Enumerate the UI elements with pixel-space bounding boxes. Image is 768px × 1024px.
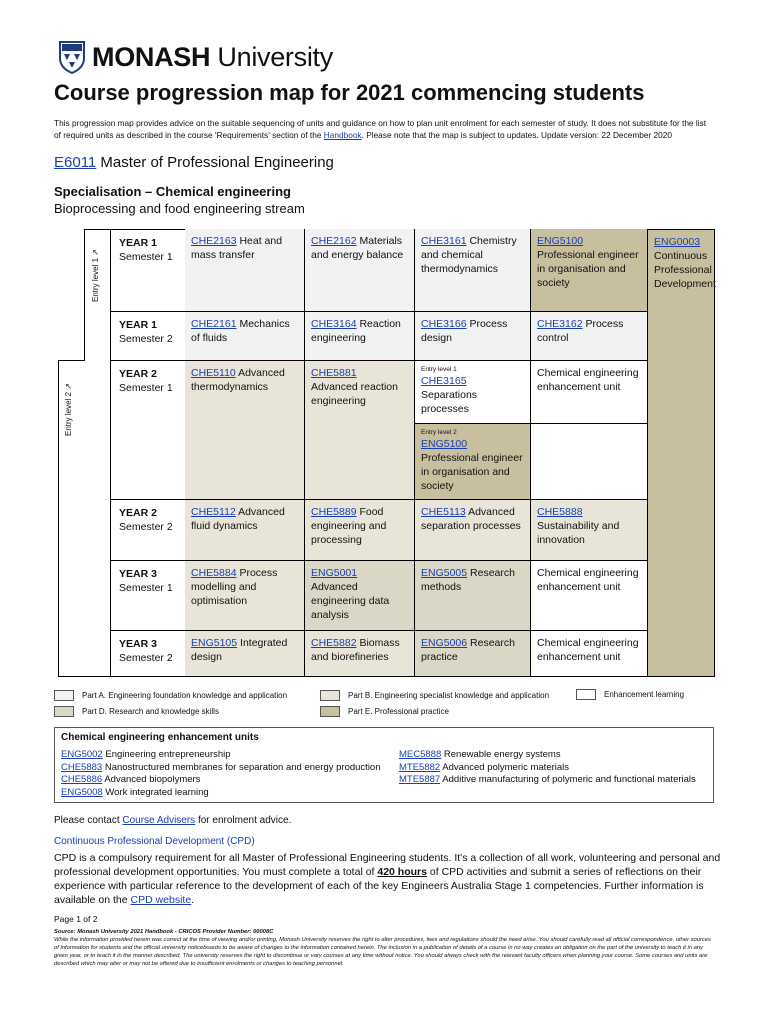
legend-part-a: Part A. Engineering foundation knowledge and application — [54, 690, 287, 701]
legend-part-e: Part E. Professional practice — [320, 706, 449, 717]
unit-code-link[interactable]: CHE2162 — [311, 235, 357, 247]
unit-code-link[interactable]: CHE2161 — [191, 318, 237, 330]
list-item: ENG5002 Engineering entrepreneurship — [61, 749, 231, 760]
list-item: MTE5887 Additive manufacturing of polymeric and functional materials — [399, 774, 696, 785]
unit-code-link[interactable]: CHE2163 — [191, 235, 237, 247]
list-item: CHE5883 Nanostructured membranes for separation and energy production — [61, 761, 381, 773]
unit-cell: Entry level 2 ENG5100 Professional engineer in organisation and society — [415, 424, 531, 500]
unit-code-link[interactable]: ENG5105 — [191, 637, 238, 649]
unit-code-link[interactable]: ENG5100 — [537, 235, 584, 247]
unit-cell: CHE2161 Mechanics of fluids — [185, 312, 305, 361]
unit-code-link[interactable]: ENG5006 — [421, 637, 468, 649]
list-item: ENG5008 Work integrated learning — [61, 786, 209, 798]
unit-code-link[interactable]: CHE5881 — [311, 367, 357, 379]
unit-code-link[interactable]: CHE5113 — [421, 506, 466, 518]
unit-cell: CHE5110 Advanced thermodynamics — [185, 361, 305, 500]
unit-code-link[interactable]: ENG0003 — [654, 236, 701, 248]
unit-code-link[interactable]: MEC5888 — [399, 749, 442, 760]
unit-code-link[interactable]: ENG5001 — [311, 567, 358, 579]
row-label: YEAR 1 Semester 1 — [119, 237, 173, 263]
unit-code-link[interactable]: CHE3164 — [311, 318, 357, 330]
unit-code-link[interactable]: ENG5002 — [61, 749, 103, 760]
row-label: YEAR 2 Semester 2 — [119, 507, 173, 533]
unit-cell-empty — [531, 424, 648, 500]
contact-text: Please contact Course Advisers for enrolment advice. — [54, 815, 292, 826]
intro-text: This progression map provides advice on the suitable sequencing of units and guidance on how to plan unit enrolment for each semester of study. It does not substitute for the list of required units as described in the course 'Requirements' section of the Handbook. Please note that the map is subject to updates. Update version: 22 December 2020 — [54, 118, 706, 140]
unit-cell: CHE3161 Chemistry and chemical thermodynamics — [415, 229, 531, 312]
unit-cell: CHE5882 Biomass and biorefineries — [305, 631, 415, 677]
unit-code-link[interactable]: CHE5886 — [61, 774, 103, 785]
unit-code-link[interactable]: CHE5882 — [311, 637, 357, 649]
unit-cell: CHE3166 Process design — [415, 312, 531, 361]
legend-part-d: Part D. Research and knowledge skills — [54, 706, 219, 717]
unit-cell: ENG5001 Advanced engineering data analysis — [305, 561, 415, 631]
unit-code-link[interactable]: CHE5112 — [191, 506, 236, 518]
row-label: YEAR 3 Semester 1 — [119, 568, 173, 594]
course-heading: E6011 Master of Professional Engineering — [54, 154, 334, 171]
unit-code-link[interactable]: CHE3161 — [421, 235, 467, 247]
unit-cell: Chemical engineering enhancement unit — [531, 631, 648, 677]
unit-cell: Chemical engineering enhancement unit — [531, 361, 648, 424]
unit-cell: CHE5881 Advanced reaction engineering — [305, 361, 415, 500]
unit-cell: ENG5005 Research methods — [415, 561, 531, 631]
row-label: YEAR 1 Semester 2 — [119, 319, 173, 345]
row-label: YEAR 2 Semester 1 — [119, 368, 173, 394]
entry-level-2-label: Entry level 2 ↗ — [64, 383, 73, 436]
unit-cell: CHE3164 Reaction engineering — [305, 312, 415, 361]
unit-code-link[interactable]: ENG5100 — [421, 438, 468, 450]
handbook-link[interactable]: Handbook — [323, 130, 362, 140]
unit-cell: CHE5889 Food engineering and processing — [305, 500, 415, 561]
unit-code-link[interactable]: CHE5888 — [537, 506, 583, 518]
unit-code-link[interactable]: MTE5882 — [399, 761, 441, 773]
enhancement-units-box — [54, 727, 714, 803]
unit-cell: Chemical engineering enhancement unit — [531, 561, 648, 631]
cpd-website-link[interactable]: CPD website — [130, 894, 192, 906]
unit-cell: CHE5112 Advanced fluid dynamics — [185, 500, 305, 561]
page-title: Course progression map for 2021 commencing students — [54, 80, 645, 105]
unit-code-link[interactable]: ENG5008 — [61, 786, 103, 798]
unit-cell: CHE2163 Heat and mass transfer — [185, 229, 305, 312]
logo-wordmark: MONASH University — [92, 41, 333, 72]
unit-code-link[interactable]: CHE5110 — [191, 367, 236, 379]
unit-code-link[interactable]: ENG5005 — [421, 567, 468, 579]
unit-code-link[interactable]: CHE3165 — [421, 375, 467, 387]
enhancement-list-right — [399, 749, 696, 787]
page-number: Page 1 of 2 — [54, 914, 98, 924]
enhancement-list-left — [61, 749, 381, 799]
unit-cell: ENG5006 Research practice — [415, 631, 531, 677]
unit-code-link[interactable]: CHE5884 — [191, 567, 237, 579]
unit-code-link[interactable]: MTE5887 — [399, 774, 441, 785]
unit-cell: Entry level 1 CHE3165 Separations processes — [415, 361, 531, 424]
list-item: MTE5882 Advanced polymeric materials — [399, 761, 570, 773]
legend-enhancement: Enhancement learning — [576, 689, 684, 700]
unit-cell: CHE3162 Process control — [531, 312, 648, 361]
unit-code-link[interactable]: CHE3166 — [421, 318, 467, 330]
course-code-link[interactable]: E6011 — [54, 154, 97, 171]
list-item: MEC5888 Renewable energy systems — [399, 749, 561, 760]
unit-cell: CHE5888 Sustainability and innovation — [531, 500, 648, 561]
row-label: YEAR 3 Semester 2 — [119, 638, 173, 664]
entry-level-1-label: Entry level 1 ↗ — [91, 249, 100, 302]
legend-part-b: Part B. Engineering specialist knowledge and application — [320, 690, 549, 701]
course-advisers-link[interactable]: Course Advisers — [122, 815, 196, 826]
specialisation-heading: Specialisation – Chemical engineering — [54, 184, 291, 199]
stream-heading: Bioprocessing and food engineering stream — [54, 201, 305, 216]
unit-code-link[interactable]: CHE5883 — [61, 761, 103, 773]
monash-crest-icon — [58, 40, 86, 74]
footer-disclaimer: Source: Monash University 2021 Handbook - CRICOS Provider Number: 00008C While the information provided herein was correct at the time of viewing and/or printing, Monash University reserves the right to alter procedures, fees and regulations should the need arise. You should carefully read all official correspondence, other sources of information for students and the official university noticeboards to be aware of changes to the information contained herein. The inclusion in a publication of details of a course in no way creates an obligation on the part of the university to teach it in any given year, or to teach it in the manner described. The university reserves the right to discontinue or vary courses at any time without notice. You should always check with the relevant faculty officers when planning your course. Some courses and units are described which may alter or may not be offered due to insufficient enrolments or changes to teaching personnel. — [54, 929, 711, 967]
unit-cell: ENG5100 Professional engineer in organisation and society — [531, 229, 648, 312]
cpd-paragraph: CPD is a compulsory requirement for all Master of Professional Engineering students. It's a collection of all work, volunteering and personal and professional development opportunities. You must complete a total of 420 hours of CPD activities and submit a series of reflections on their experience with particular reference to the development of each of the key Engineers Australia Stage 1 competencies. Further information is available on the CPD website. — [54, 852, 721, 906]
cpd-heading: Continuous Professional Development (CPD) — [54, 836, 255, 847]
unit-cell: ENG5105 Integrated design — [185, 631, 305, 677]
unit-code-link[interactable]: CHE3162 — [537, 318, 583, 330]
unit-cell: CHE2162 Materials and energy balance — [305, 229, 415, 312]
unit-code-link[interactable]: CHE5889 — [311, 506, 357, 518]
cpd-column: ENG0003 Continuous Professional Development — [648, 229, 715, 677]
unit-cell: CHE5884 Process modelling and optimisation — [185, 561, 305, 631]
monash-logo — [58, 40, 333, 74]
unit-cell: CHE5113 Advanced separation processes — [415, 500, 531, 561]
list-item: CHE5886 Advanced biopolymers — [61, 774, 201, 785]
enhancement-units-title: Chemical engineering enhancement units — [61, 732, 259, 743]
